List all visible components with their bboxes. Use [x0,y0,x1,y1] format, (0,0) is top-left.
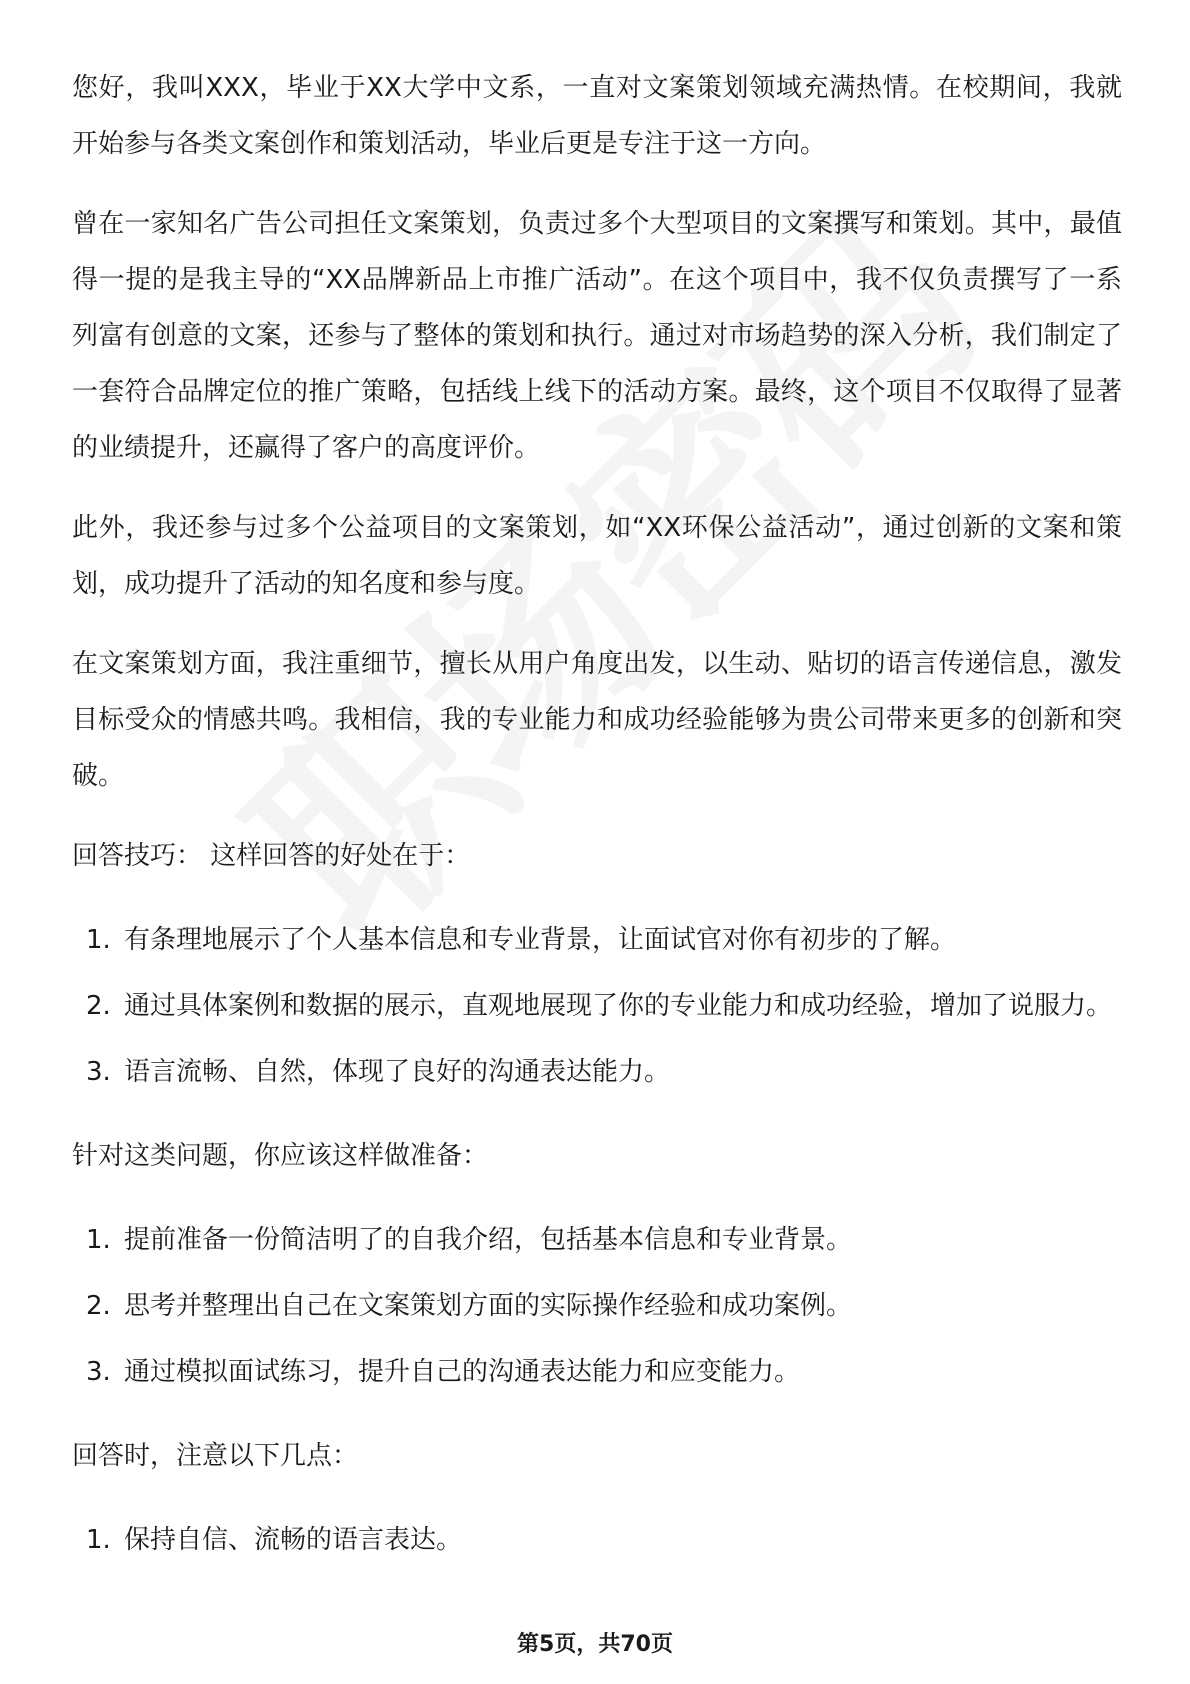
page-number-footer: 第5页，共70页 [517,1632,673,1657]
prep-heading: 针对这类问题，你应该这样做准备： [72,1141,489,1171]
list-item [72,1344,1122,1400]
list-item-text: 有条理地展示了个人基本信息和专业背景，让面试官对你有初步的了解。 [124,925,957,955]
list-item-text: 通过具体案例和数据的展示，直观地展现了你的专业能力和成功经验，增加了说服力。 [124,991,1113,1021]
list-number: 1. [86,1225,111,1255]
list-item-text: 提前准备一份简洁明了的自我介绍，包括基本信息和专业背景。 [124,1225,853,1255]
document-body [72,60,1122,1596]
notes-heading: 回答时，注意以下几点： [72,1441,359,1471]
list-item [72,1278,1122,1334]
prep-list [72,1212,1122,1400]
tips-list [72,912,1122,1100]
list-item-text: 通过模拟面试练习，提升自己的沟通表达能力和应变能力。 [124,1357,801,1387]
notes-list [72,1512,1122,1568]
list-item [72,1044,1122,1100]
list-item [72,978,1122,1034]
paragraph-charity: 此外，我还参与过多个公益项目的文案策划，如“XX环保公益活动”，通过创新的文案和策划，成功提升了活动的知名度和参与度。 [72,513,1122,599]
list-number: 1. [86,925,111,955]
tips-heading: 回答技巧： 这样回答的好处在于： [72,841,471,871]
list-number: 3. [86,1357,111,1387]
list-number: 2. [86,1291,111,1321]
list-item [72,1512,1122,1568]
list-number: 3. [86,1057,111,1087]
list-item [72,912,1122,968]
list-item-text: 思考并整理出自己在文案策划方面的实际操作经验和成功案例。 [124,1291,853,1321]
list-item-text: 语言流畅、自然，体现了良好的沟通表达能力。 [124,1057,671,1087]
paragraph-strengths: 在文案策划方面，我注重细节，擅长从用户角度出发，以生动、贴切的语言传递信息，激发目标受众的情感共鸣。我相信，我的专业能力和成功经验能够为贵公司带来更多的创新和突破。 [72,649,1122,791]
paragraph-experience: 曾在一家知名广告公司担任文案策划，负责过多个大型项目的文案撰写和策划。其中，最值得一提的是我主导的“XX品牌新品上市推广活动”。在这个项目中，我不仅负责撰写了一系列富有创意的文案，还参与了整体的策划和执行。通过对市场趋势的深入分析，我们制定了一套符合品牌定位的推广策略，包括线上线下的活动方案。最终，这个项目不仅取得了显著的业绩提升，还赢得了客户的高度评价。 [72,209,1122,463]
paragraph-intro: 您好，我叫XXX，毕业于XX大学中文系，一直对文案策划领域充满热情。在校期间，我就开始参与各类文案创作和策划活动，毕业后更是专注于这一方向。 [72,73,1122,159]
list-item-text: 保持自信、流畅的语言表达。 [124,1525,463,1555]
list-item [72,1212,1122,1268]
list-number: 1. [86,1525,111,1555]
list-number: 2. [86,991,111,1021]
